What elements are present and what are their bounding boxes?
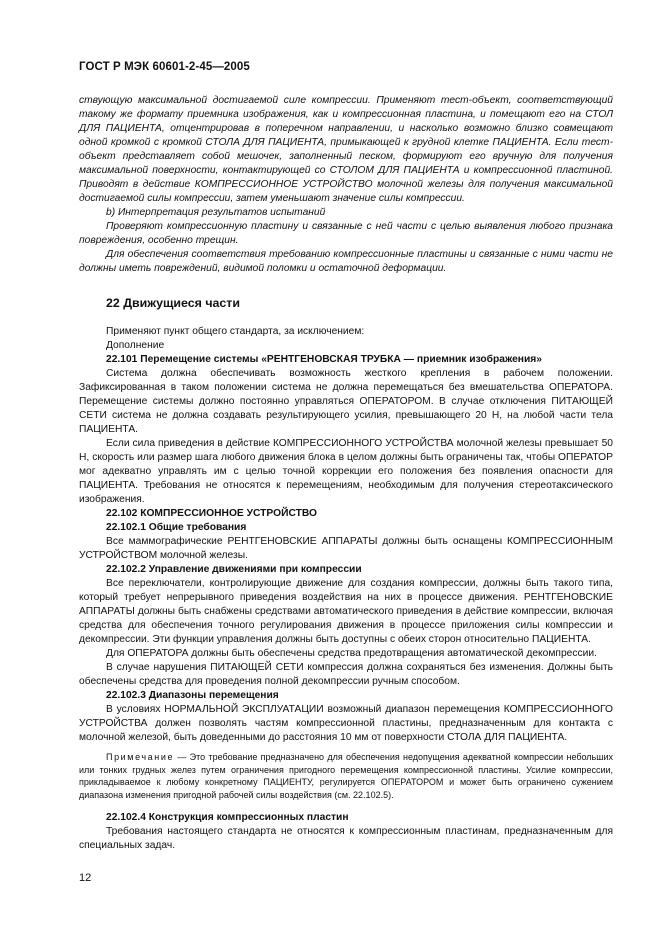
note-text: — Это требование предназначено для обеспечения недопущения адекватной компрессии небольших или тонких грудных желез путем ограничения пригодного перемещения компрессионной пластины. Усилие компрессии, прикладываемое к любому конкретному ПАЦИЕНТУ, регулируется ОПЕРАТОРОМ и может быть ограничено сужением диапазона изменения пригодной рабочей силы воздействия (см. 22.102.5). <box>79 752 613 800</box>
paragraph-test-procedure: ствующую максимальной достигаемой силе компрессии. Применяют тест-объект, соответствующий такому же формату приемника изображения, как и компрессионная пластина, и помещают его на СТОЛ ДЛЯ ПАЦИЕНТА, отцентрировав в поперечном направлении, и насколько возможно близко совмещают одной кромкой с кромкой СТОЛА ДЛЯ ПАЦИЕНТА, примыкающей к грудной клетке ПАЦИЕНТА. Если тест-объект представляет собой мешочек, заполненный песком, формируют его вручную для получения максимальной поверхности, контактирующей со СТОЛОМ ДЛЯ ПАЦИЕНТА и компрессионной пластиной. Приводят в действие КОМПРЕССИОННОЕ УСТРОЙСТВО молочной железы для получения максимальной достигаемой силы компрессии, затем уменьшают значение силы компрессии. <box>79 95 613 204</box>
paragraph-results-heading: b) Интерпретация результатов испытаний <box>106 207 326 218</box>
paragraph-addition: Дополнение <box>106 340 165 351</box>
paragraph-compliance: Для обеспечения соответствия требованию компрессионные пластины и связанные с ними части не должны иметь повреждений, видимой поломки и остаточной деформации. <box>79 249 613 274</box>
document-header: ГОСТ Р МЭК 60601-2-45—2005 <box>79 61 250 73</box>
paragraph-apply-clause: Применяют пункт общего стандарта, за исключением: <box>106 326 365 337</box>
note-paragraph <box>79 751 613 801</box>
paragraph-compression-device: Все маммографические РЕНТГЕНОВСКИЕ АППАРАТЫ должны быть оснащены КОМПРЕССИОННЫМ УСТРОЙСТВОМ молочной железы. <box>79 536 613 561</box>
paragraph-plate-design: Требования настоящего стандарта не относятся к компрессионным пластинам, предназначенным для специальных задач. <box>79 826 613 851</box>
paragraph-movement-range: В условиях НОРМАЛЬНОЙ ЭКСПЛУАТАЦИИ возможный диапазон перемещения КОМПРЕССИОННОГО УСТРОЙСТВА должен позволять частям компрессионной пластины, предназначенным для контакта с молочной железой, быть доведенными до расстояния 10 мм от поверхности СТОЛА ДЛЯ ПАЦИЕНТА. <box>79 704 613 743</box>
heading-22-102-2: 22.102.2 Управление движениями при компрессии <box>106 564 362 575</box>
paragraph-inspection: Проверяют компрессионную пластину и связанные с ней части с целью выявления любого признака повреждения, особенно трещин. <box>79 221 613 246</box>
heading-22-101: 22.101 Перемещение системы «РЕНТГЕНОВСКАЯ ТРУБКА — приемник изображения» <box>106 354 542 365</box>
document-body <box>79 94 613 853</box>
paragraph-force-limit: Если сила приведения в действие КОМПРЕССИОННОГО УСТРОЙСТВА молочной железы превышает 50 Н, скорость или размер шага любого движения блока в целом должны быть ограничены так, чтобы ОПЕРАТОР мог адекватно управлять им с целью точной коррекции его положения без появления опасности для ПАЦИЕНТА. Требования не относятся к перемещениям, необходимым для получения стереотаксического изображения. <box>79 438 613 505</box>
page-number: 12 <box>79 872 92 884</box>
paragraph-system-fixing: Система должна обеспечивать возможность жесткого крепления в рабочем положении. Зафиксированная в таком положении система не должна перемещаться без вмешательства ОПЕРАТОРА. Перемещение системы должно постоянно управляться ОПЕРАТОРОМ. В случае отключения ПИТАЮЩЕЙ СЕТИ система не должна создавать результирующего усилия, превышающего 20 Н, на любой части тела ПАЦИЕНТА. <box>79 368 613 435</box>
paragraph-switches: Все переключатели, контролирующие движение для создания компрессии, должны быть такого типа, который требует непрерывного приведения воздействия на них в процессе движения. РЕНТГЕНОВСКИЕ АППАРАТЫ должны быть снабжены средствами автоматического приведения в действие компрессии, включая средства для обеспечения точного регулирования движения в процессе приложения силы компрессии и декомпрессии. Эти функции управления должны быть доступны с обеих сторон относительно ПАЦИЕНТА. <box>79 578 613 645</box>
paragraph-operator-means: Для ОПЕРАТОРА должны быть обеспечены средства предотвращения автоматической декомпрессии. <box>106 648 597 659</box>
heading-22-102-4: 22.102.4 Конструкция компрессионных пластин <box>106 812 349 823</box>
heading-22-102-3: 22.102.3 Диапазоны перемещения <box>106 690 279 701</box>
heading-22-102: 22.102 КОМПРЕССИОННОЕ УСТРОЙСТВО <box>106 508 317 519</box>
note-label: Примечание <box>106 752 175 762</box>
spacer <box>79 276 613 290</box>
paragraph-power-failure: В случае нарушения ПИТАЮЩЕЙ СЕТИ компрессия должна сохраняться без изменения. Должны быть обеспечены средства для проведения полной декомпрессии ручным способом. <box>79 662 613 687</box>
section-title-22: 22 Движущиеся части <box>106 296 240 310</box>
heading-22-102-1: 22.102.1 Общие требования <box>106 522 247 533</box>
